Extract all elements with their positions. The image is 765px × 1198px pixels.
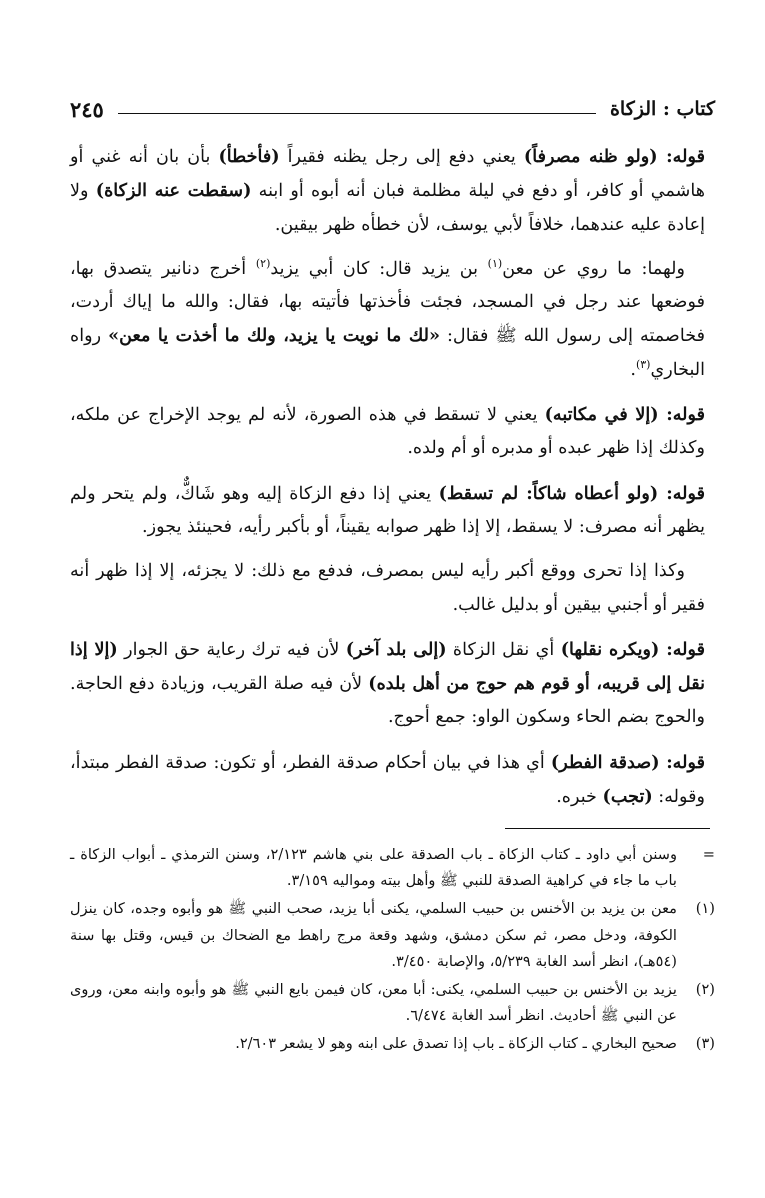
footnote [70,842,715,894]
text-run: لأن فيه صلة القريب، وزيادة دفع الحاجة. والحوج بضم الحاء وسكون الواو: جمع أحوج. [70,674,705,728]
text-run: يعني إذا دفع الزكاة إليه وهو شَاكٌّ، ولم يتحر ولم يظهر أنه مصرف: لا يسقط، إلا إذا ظهر صوابه يقيناً، أو بأكبر رأيه، فحينئذ يجوز. [70,483,705,537]
bold-text: (إلا إذا نقل إلى قريبه، أو قوم هم حوج من أهل بلده) [70,638,705,695]
footnote-reference: (١) [487,257,503,271]
text-run: أي نقل الزكاة [446,639,561,660]
text-run: وكذا إذا تحرى ووقع أكبر رأيه ليس بمصرف، فدفع مع ذلك: لا يجزئه، إلا إذا ظهر أنه فقير أو أجنبي بيقين أو بدليل غالب. [70,561,705,615]
text-run: . [630,359,636,380]
paragraph [70,140,705,242]
page-number: ٢٤٥ [70,96,104,122]
footnote-separator [505,828,710,829]
bold-text: قوله: (صدقة الفطر) [550,751,705,773]
footnote [70,1031,715,1057]
page-header [70,94,715,124]
footnote-number: (٣) [695,1035,715,1053]
text-run: أي هذا في بيان أحكام صدقة الفطر، أو تكون: صدقة الفطر مبتدأ، وقوله: [70,752,705,808]
bold-text: قوله: (ولو أعطاه شاكاً: لم تسقط) [438,482,706,504]
footnotes [70,842,715,1060]
text-run: رواه البخاري [70,326,705,380]
text-run: يعني لا تسقط في هذه الصورة، لأنه لم يوجد الإخراج عن ملكه، وكذلك إذا ظهر عبده أو مدبره أو أم ولده. [70,405,705,459]
bold-text: قوله: (ولو ظنه مصرفاً) [523,146,705,167]
bold-text: (فأخطأ) [218,146,280,167]
paragraph [70,398,705,466]
footnote-number: (١) [695,900,715,918]
footnote [70,896,715,975]
footnote-reference: (٣) [635,357,651,371]
footnote-text: صحيح البخاري ـ كتاب الزكاة ـ باب إذا تصدق على ابنه وهو لا يشعر ٢/٦٠٣. [235,1035,677,1053]
paragraph [70,477,705,545]
bold-text: قوله: (ويكره نقلها) [560,638,706,660]
bold-text: «لك ما نويت يا يزيد، ولك ما أخذت يا معن» [108,325,441,347]
text-run: خبره. [556,787,603,808]
text-run: بن يزيد قال: كان أبي يزيد [270,258,488,279]
paragraph [70,555,705,622]
running-title: كتاب : الزكاة [609,98,715,120]
footnote-text: يزيد بن الأخنس بن حبيب السلمي، يكنى: أبا معن، كان فيمن بايع النبي ﷺ هو وأبوه وابنه معن، وروى عن النبي ﷺ أحاديث. انظر أسد الغابة ٦/٤٧٤. [70,981,677,1025]
text-run: بأن بان أنه غني أو هاشمي أو كافر، أو دفع في ليلة مظلمة فبان أنه أبوه أو ابنه [70,147,705,202]
paragraph [70,633,705,735]
text-run: ولهما: ما روي عن معن [502,258,685,279]
bold-text: (إلى بلد آخر) [345,638,447,660]
footnote-number: (٢) [695,981,715,999]
bold-text: (سقطت عنه الزكاة) [95,180,252,202]
paragraph [70,746,705,815]
text-run: أخرج دنانير يتصدق بها، فوضعها عند رجل في المسجد، فجئت فأخذتها فأتيته بها، فقال: والله ما إياك أردت، فخاصمته إلى رسول الله ﷺ فقال: [70,258,705,347]
footnote-text: معن بن يزيد بن الأخنس بن حبيب السلمي، يكنى أبا يزيد، صحب النبي ﷺ هو وأبوه وجده، كان ينزل الكوفة، ودخل مصر، ثم سكن دمشق، وشهد وقعة مرج راهط مع الضحاك بن قيس، وقتل بها سنة (٥٤هـ)، انظر أسد الغابة ٥/٢٣٩، والإصابة ٣/٤٥٠. [70,900,677,970]
footnote-reference: (٢) [255,257,271,271]
paragraph [70,253,705,387]
footnote [70,977,715,1029]
bold-text: (تجب) [602,786,653,808]
footnote-text: وسنن أبي داود ـ كتاب الزكاة ـ باب الصدقة على بني هاشم ٢/١٢٣، وسنن الترمذي ـ أبواب الزكاة ـ باب ما جاء في كراهية الصدقة للنبي ﷺ وأهل بيته ومواليه ٣/١٥٩. [70,846,677,890]
main-text [70,140,705,825]
footnote-number: = [702,846,715,863]
bold-text: قوله: (إلا في مكاتبه) [544,404,706,426]
header-rule [118,113,596,114]
text-run: ولا إعادة عليه عندهما، خلافاً لأبي يوسف، لأن خطأه ظهر بيقين. [70,181,705,235]
text-run: لأن فيه ترك رعاية حق الجوار [117,639,346,660]
text-run: يعني دفع إلى رجل يظنه فقيراً [279,147,524,167]
